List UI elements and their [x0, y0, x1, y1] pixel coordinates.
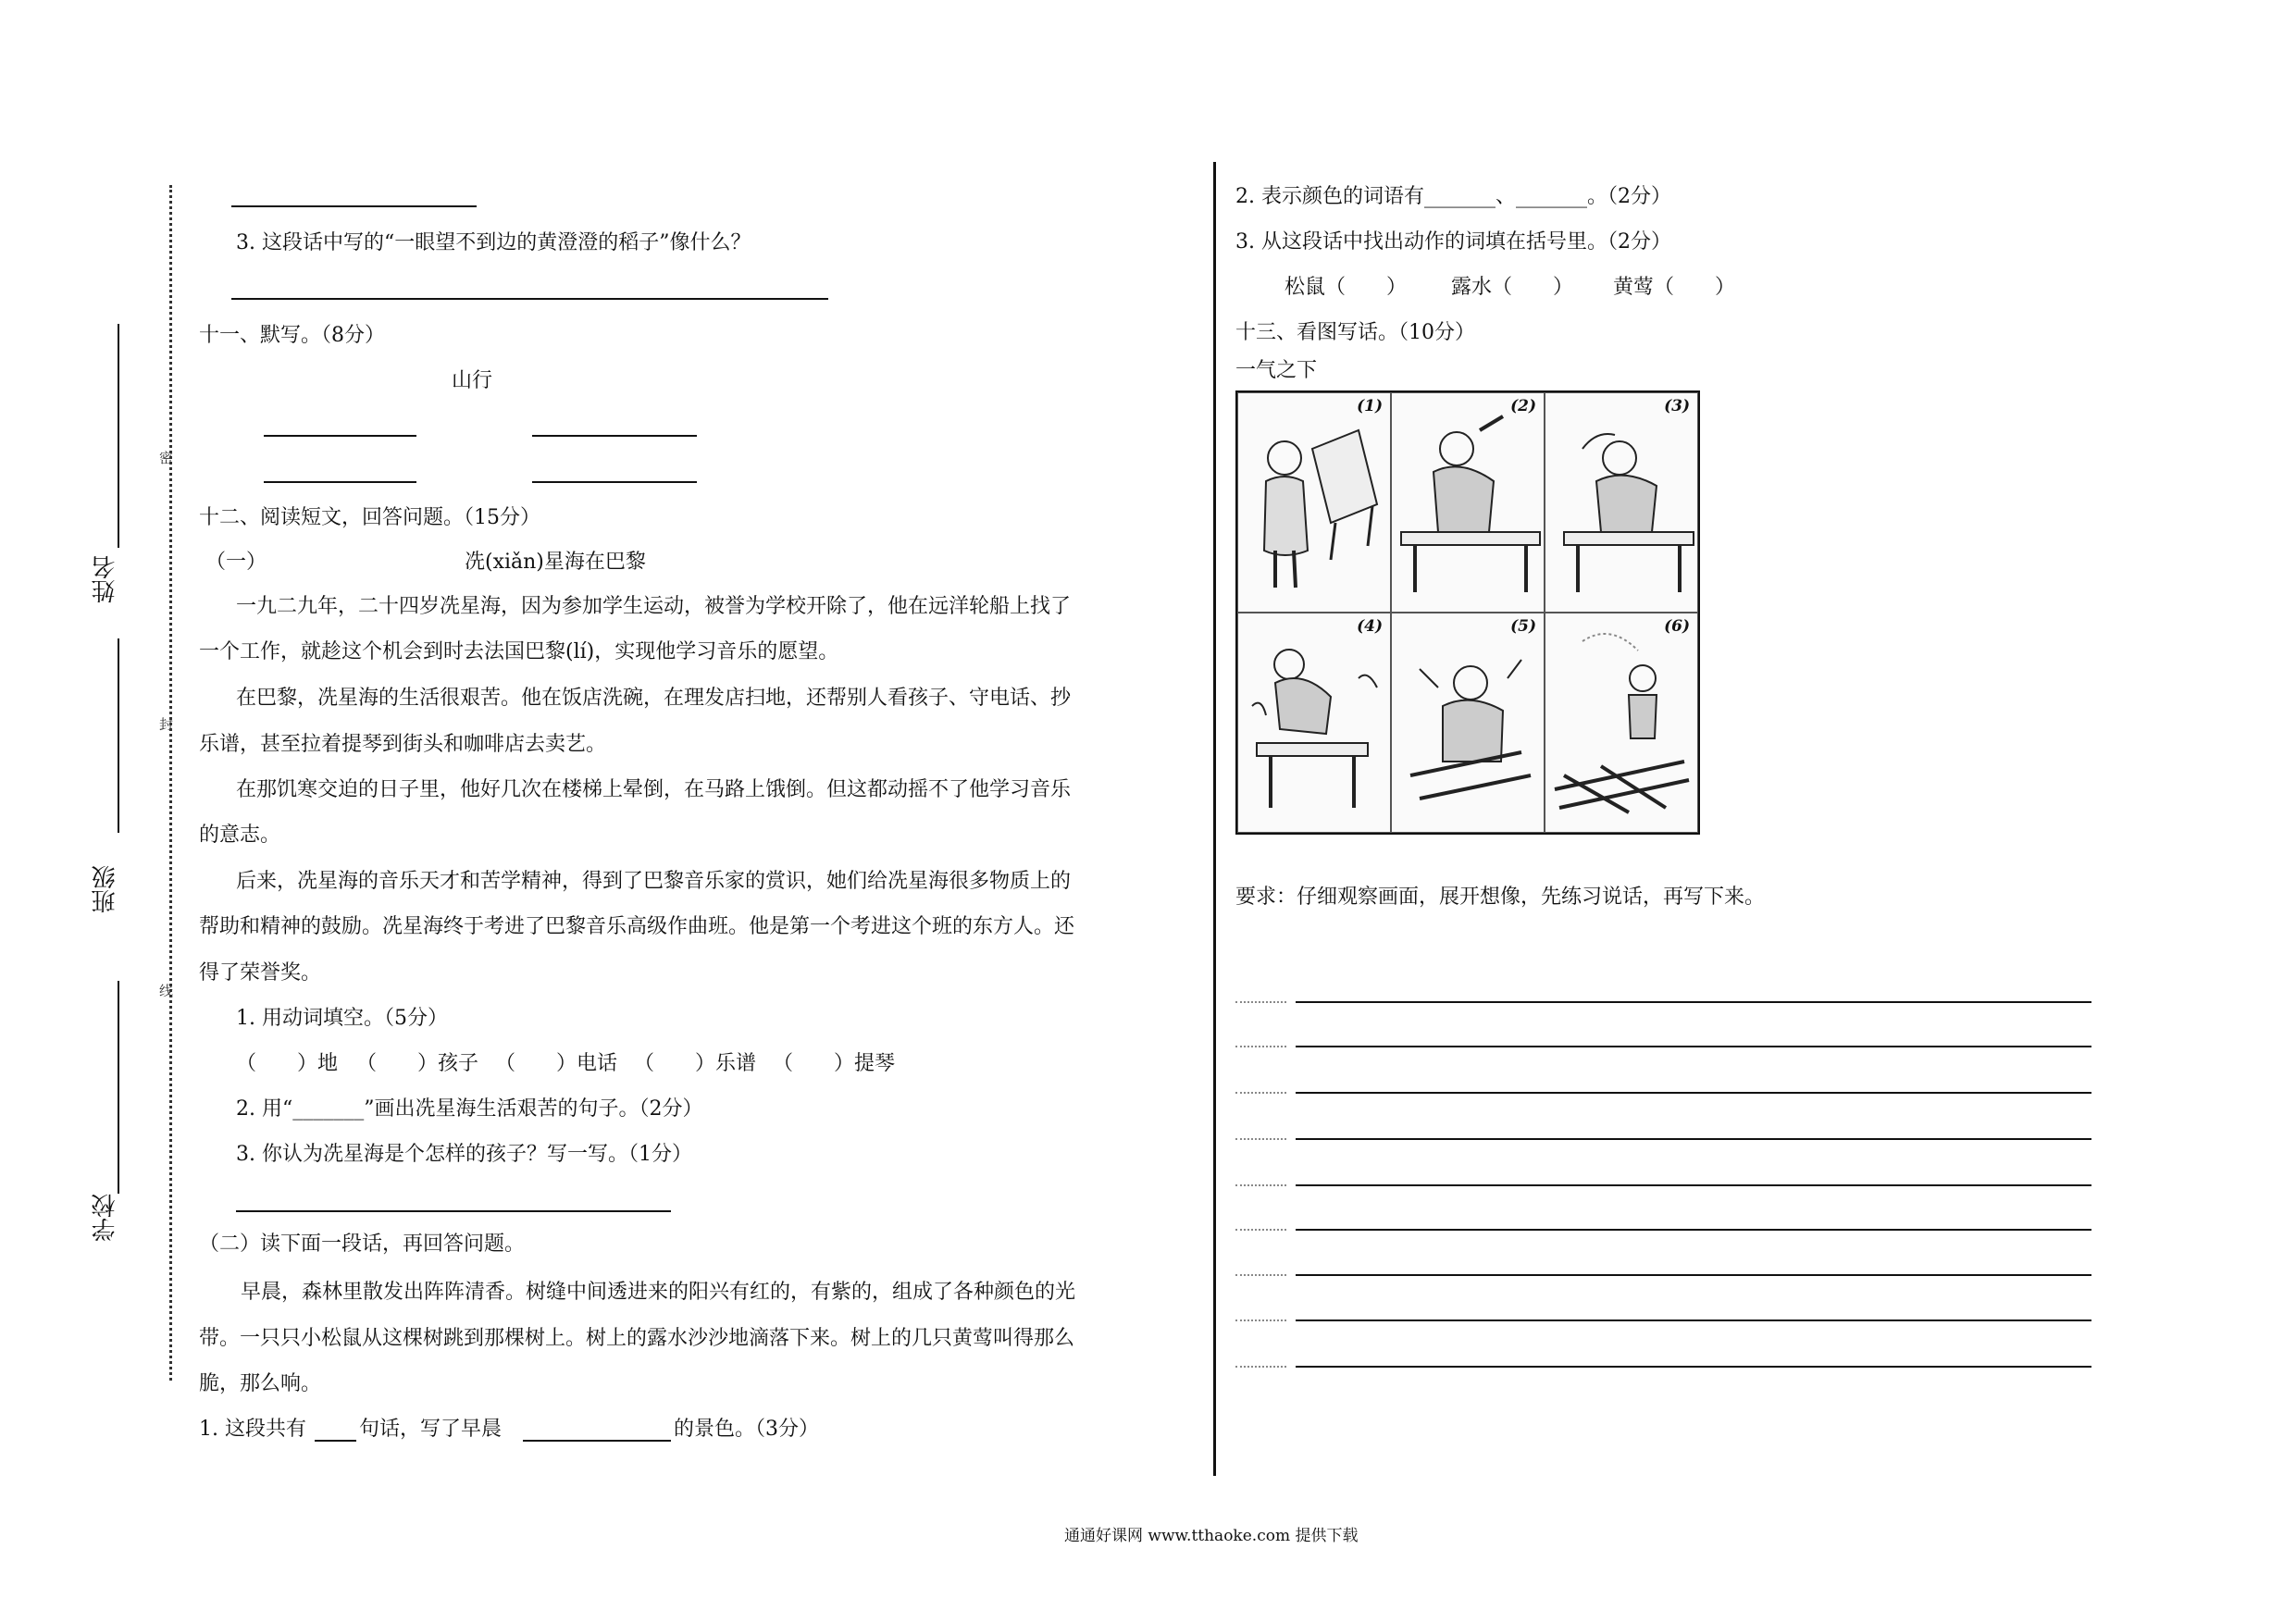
cut-mark-mi: 密 [159, 450, 174, 466]
action-blank-oriole[interactable]: 黄莺（ ） [1613, 276, 1736, 299]
writing-requirement: 要求：仔细观察画面，展开想像，先练习说话，再写下来。 [1235, 886, 1766, 909]
story-title: 一气之下 [1235, 359, 1318, 382]
footer-credit: 通通好课网 www.tthaoke.com 提供下载 [1064, 1527, 1359, 1545]
writing-dots [1235, 1138, 1286, 1140]
cut-line [169, 185, 172, 1381]
comic-figure-icon [1392, 393, 1544, 612]
verb-blank-5[interactable]: （ ）提琴 [773, 1052, 896, 1075]
passage-1-line: 的意志。 [199, 824, 281, 847]
question-2: 2. 用“_______”画出冼星海生活艰苦的句子。（2分） [236, 1097, 703, 1121]
writing-dots [1235, 1274, 1286, 1276]
panel-number: (3) [1664, 397, 1690, 415]
comic-figure-icon [1545, 613, 1697, 832]
question-b1-part3: 的景色。（3分） [674, 1418, 819, 1441]
blank-morning-scene[interactable] [523, 1440, 671, 1442]
passage-1-line: 帮助和精神的鼓励。冼星海终于考进了巴黎音乐高级作曲班。他是第一个考进这个班的东方人。还 [199, 915, 1075, 938]
comic-panel-1 [1237, 392, 1391, 613]
right-question-2: 2. 表示颜色的词语有_______、_______。（2分） [1235, 185, 1671, 208]
passage-2-title: （二）读下面一段话，再回答问题。 [199, 1233, 526, 1256]
writing-line[interactable] [1296, 1184, 2091, 1186]
name-field[interactable] [118, 324, 119, 548]
panel-number: (2) [1510, 397, 1536, 415]
right-question-3: 3. 从这段话中找出动作的词填在括号里。（2分） [1235, 230, 1671, 254]
comic-figure-icon [1238, 393, 1390, 612]
question-3-prev: 3. 这段话中写的“一眼望不到边的黄澄澄的稻子”像什么？ [236, 231, 751, 254]
name-label: 姓名 [92, 555, 119, 603]
writing-dots [1235, 1229, 1286, 1231]
cut-mark-xian: 线 [159, 983, 174, 999]
comic-panel-4 [1237, 613, 1391, 833]
panel-number: (4) [1357, 617, 1383, 636]
action-blank-squirrel[interactable]: 松鼠（ ） [1285, 276, 1408, 299]
school-field[interactable] [118, 981, 119, 1194]
passage-2-line: 脆，那么响。 [199, 1372, 322, 1395]
writing-dots [1235, 1184, 1286, 1186]
writing-dots [1235, 1001, 1286, 1003]
verb-blank-4[interactable]: （ ）乐谱 [634, 1052, 757, 1075]
question-1: 1. 用动词填空。（5分） [236, 1007, 448, 1030]
column-divider [1213, 162, 1216, 1476]
writing-line[interactable] [1296, 1319, 2091, 1321]
writing-dots [1235, 1319, 1286, 1321]
answer-line-q3[interactable] [236, 1210, 671, 1212]
passage-1-line: 在那饥寒交迫的日子里，他好几次在楼梯上晕倒，在马路上饿倒。但这都动摇不了他学习音乐 [236, 778, 1072, 801]
section-11-title: 十一、默写。（8分） [199, 324, 385, 347]
answer-line-q3-prev[interactable] [231, 298, 828, 300]
writing-line[interactable] [1296, 1138, 2091, 1140]
comic-panel-3 [1545, 392, 1698, 613]
passage-2-line: 带。一只只小松鼠从这棵树跳到那棵树上。树上的露水沙沙地滴落下来。树上的几只黄莺叫得那么 [199, 1327, 1075, 1350]
passage-1-line: 一个工作，就趁这个机会到时去法国巴黎(lí)，实现他学习音乐的愿望。 [199, 640, 839, 663]
passage-1-line: 得了荣誉奖。 [199, 961, 322, 985]
poem-line-2b[interactable] [532, 481, 697, 483]
question-b1-part1: 1. 这段共有 [199, 1418, 306, 1441]
panel-number: (6) [1664, 617, 1690, 636]
verb-blank-1[interactable]: （ ）地 [236, 1052, 339, 1075]
passage-1-label: （一） [205, 551, 267, 574]
cut-mark-feng: 封 [159, 716, 174, 733]
question-b1-part2: 句话，写了早晨 [359, 1418, 503, 1441]
writing-dots [1235, 1092, 1286, 1094]
passage-2-line: 早晨，森林里散发出阵阵清香。树缝中间透进来的阳兴有红的，有紫的，组成了各种颜色的光 [241, 1281, 1076, 1304]
panel-number: (5) [1510, 617, 1536, 636]
panel-number: (1) [1357, 397, 1383, 415]
class-field[interactable] [118, 638, 119, 833]
question-3: 3. 你认为冼星海是个怎样的孩子？写一写。（1分） [236, 1143, 692, 1166]
passage-1-line: 一九二九年，二十四岁冼星海，因为参加学生运动，被誉为学校开除了，他在远洋轮船上找了 [236, 595, 1072, 618]
comic-panel-5 [1391, 613, 1545, 833]
answer-line-prev[interactable] [231, 205, 477, 207]
writing-line[interactable] [1296, 1001, 2091, 1003]
writing-line[interactable] [1296, 1092, 2091, 1094]
blank-sentence-count[interactable] [315, 1440, 356, 1442]
poem-line-2a[interactable] [264, 481, 416, 483]
section-12-title: 十二、阅读短文，回答问题。（15分） [199, 506, 540, 529]
class-label: 班级 [92, 865, 119, 913]
section-13-title: 十三、看图写话。（10分） [1235, 321, 1475, 344]
action-blank-dew[interactable]: 露水（ ） [1451, 276, 1574, 299]
comic-strip [1235, 390, 1700, 835]
poem-line-1b[interactable] [532, 435, 697, 437]
comic-figure-icon [1392, 613, 1544, 832]
passage-1-title: 冼(xiǎn)星海在巴黎 [465, 551, 646, 574]
writing-dots [1235, 1046, 1286, 1047]
writing-line[interactable] [1296, 1046, 2091, 1047]
passage-1-line: 乐谱，甚至拉着提琴到街头和咖啡店去卖艺。 [199, 733, 607, 756]
writing-line[interactable] [1296, 1229, 2091, 1231]
poem-line-1a[interactable] [264, 435, 416, 437]
comic-panel-6 [1545, 613, 1698, 833]
writing-line[interactable] [1296, 1366, 2091, 1368]
school-label: 学校 [92, 1194, 119, 1242]
poem-title: 山行 [452, 369, 493, 392]
comic-panel-2 [1391, 392, 1545, 613]
verb-blank-2[interactable]: （ ）孩子 [356, 1052, 479, 1075]
writing-dots [1235, 1366, 1286, 1368]
passage-1-line: 后来，冼星海的音乐天才和苦学精神，得到了巴黎音乐家的赏识，她们给冼星海很多物质上的 [236, 870, 1072, 893]
comic-figure-icon [1545, 393, 1697, 612]
passage-1-line: 在巴黎，冼星海的生活很艰苦。他在饭店洗碗，在理发店扫地，还帮别人看孩子、守电话、抄 [236, 687, 1072, 710]
writing-line[interactable] [1296, 1274, 2091, 1276]
verb-blank-3[interactable]: （ ）电话 [495, 1052, 618, 1075]
comic-figure-icon [1238, 613, 1390, 832]
